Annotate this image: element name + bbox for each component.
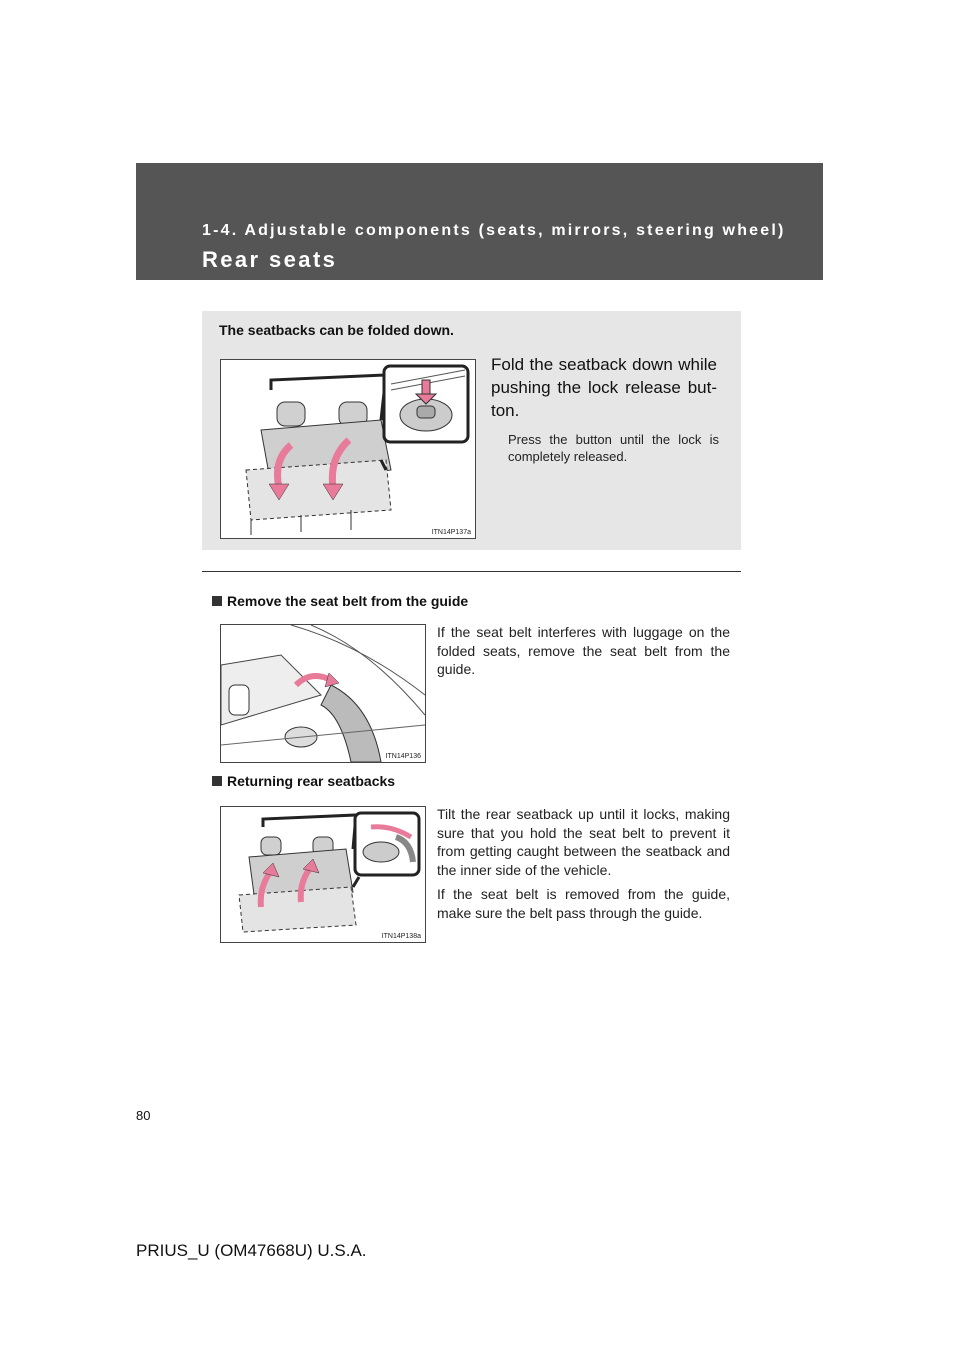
remove-belt-text: If the seat belt interferes with luggage on the folded seats, remove the seat belt from the guide. xyxy=(437,624,730,677)
figure-label: ITN14P138a xyxy=(381,933,421,940)
page-header xyxy=(136,163,823,280)
remove-belt-illustration xyxy=(220,624,426,763)
footer-text: PRIUS_U (OM47668U) U.S.A. xyxy=(136,1241,367,1260)
square-bullet-icon xyxy=(212,776,222,786)
fold-seat-illustration xyxy=(220,359,476,539)
figure-label: ITN14P137a xyxy=(431,529,471,536)
remove-belt-heading: Remove the seat belt from the guide xyxy=(212,593,468,609)
section-divider xyxy=(202,571,741,572)
returning-text: Tilt the rear seatback up until it locks, making sure that you hold the seat belt to prevent it from getting caught between the seatback and the inner side of the vehicle. If the seat belt is removed from the guide, make sure the belt pass through the guide. xyxy=(437,806,730,921)
fold-step-note: Press the button until the lock is completely released. xyxy=(508,432,719,464)
fold-step-text: Fold the seatback down while pushing the lock release but-ton. xyxy=(491,355,717,420)
page-title: Rear seats xyxy=(202,247,338,272)
section-title: 1-4. Adjustable components (seats, mirrors, steering wheel) xyxy=(202,222,786,239)
page-number: 80 xyxy=(136,1108,151,1123)
fold-instruction-box xyxy=(202,311,741,550)
returning-heading: Returning rear seatbacks xyxy=(212,773,395,789)
square-bullet-icon xyxy=(212,596,222,606)
fold-lead-text: The seatbacks can be folded down. xyxy=(219,322,454,338)
return-seat-illustration xyxy=(220,806,426,943)
figure-label: ITN14P136 xyxy=(385,753,421,760)
